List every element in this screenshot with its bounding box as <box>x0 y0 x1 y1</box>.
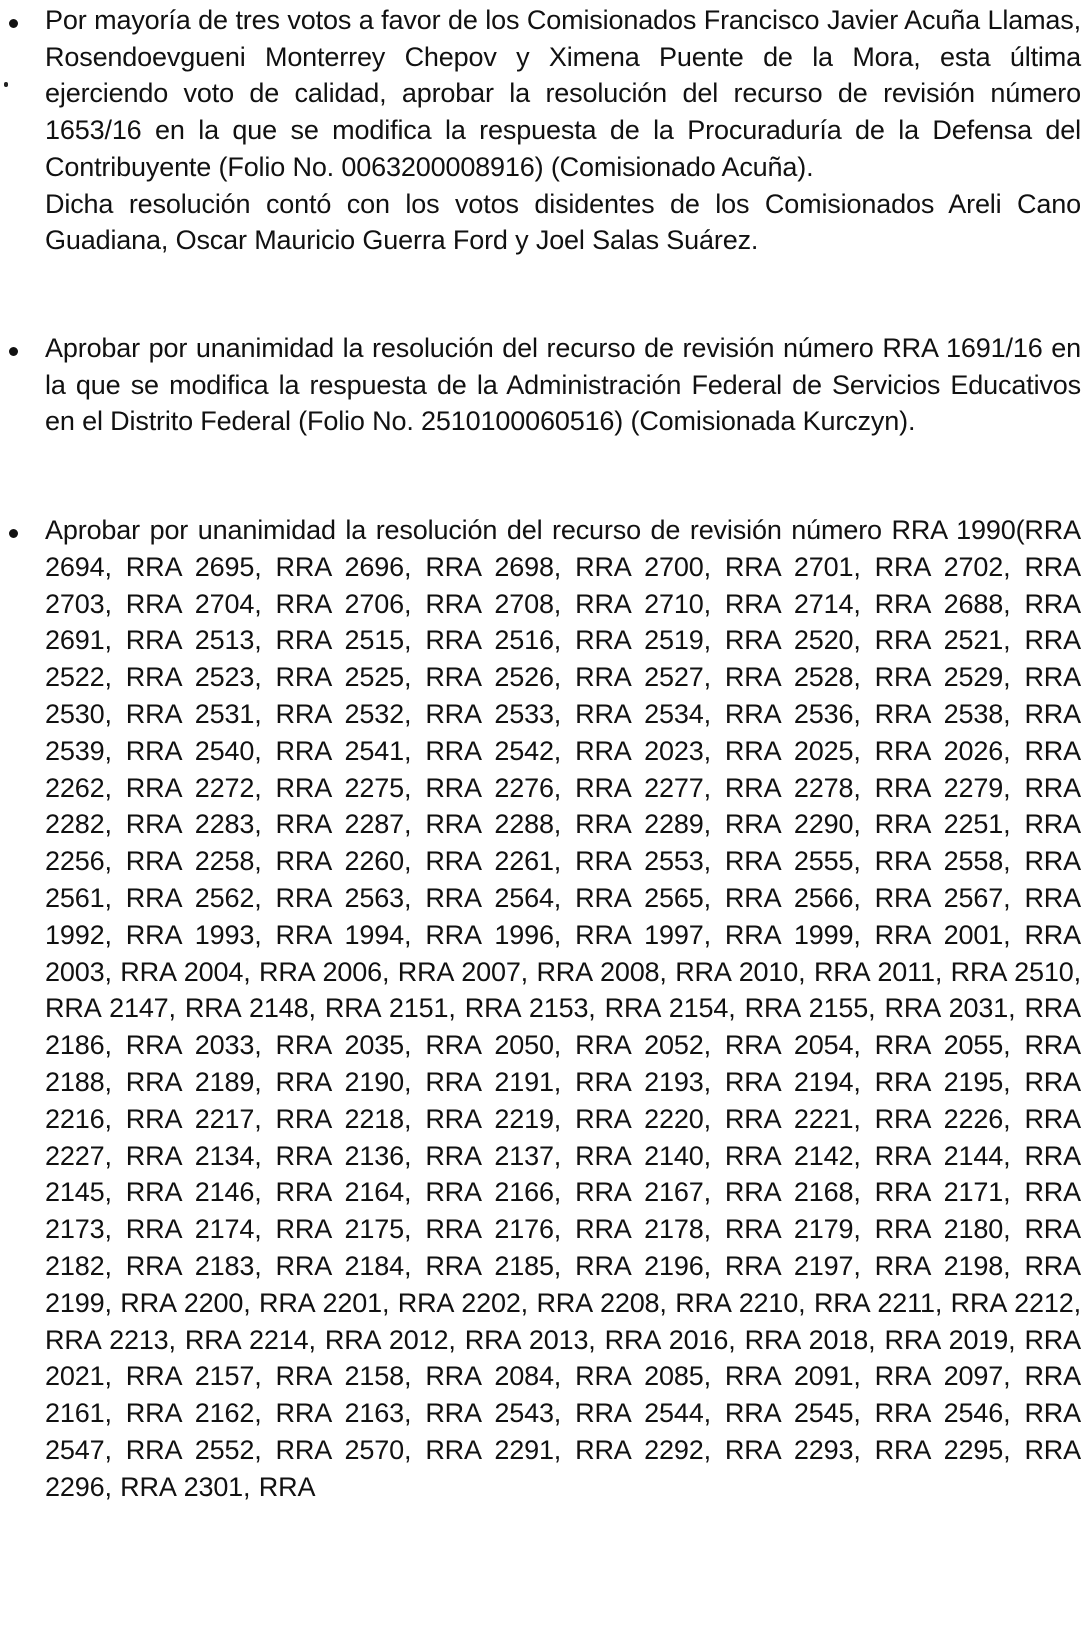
bullet-icon <box>9 19 18 28</box>
scan-mark <box>4 82 8 87</box>
paragraph: Aprobar por unanimidad la resolución del recurso de revisión número RRA 1691/16 en la que se modifica la respuesta de la Administración Federal de Servicios Educativos en el Distrito Federal (Folio No. 2510100060516) (Comisionada Kurczyn). <box>45 333 1081 437</box>
list-item <box>45 512 1081 1506</box>
bullet-icon <box>9 529 18 538</box>
paragraph: Dicha resolución contó con los votos disidentes de los Comisionados Areli Cano Guadiana, Oscar Mauricio Guerra Ford y Joel Salas Suárez. <box>45 188 1081 256</box>
list-item <box>45 330 1081 440</box>
paragraph: Aprobar por unanimidad la resolución del recurso de revisión número RRA 1990(RRA 2694, RRA 2695, RRA 2696, RRA 2698, RRA 2700, RRA 2701, RRA 2702, RRA 2703, RRA 2704, RRA 2706, RRA 2708, RRA 2710, RRA 2714, RRA 2688, RRA 2691, RRA 2513, RRA 2515, RRA 2516, RRA 2519, RRA 2520, RRA 2521, RRA 2522, RRA 2523, RRA 2525, RRA 2526, RRA 2527, RRA 2528, RRA 2529, RRA 2530, RRA 2531, RRA 2532, RRA 2533, RRA 2534, RRA 2536, RRA 2538, RRA 2539, RRA 2540, RRA 2541, RRA 2542, RRA 2023, RRA 2025, RRA 2026, RRA 2262, RRA 2272, RRA 2275, RRA 2276, RRA 2277, RRA 2278, RRA 2279, RRA 2282, RRA 2283, RRA 2287, RRA 2288, RRA 2289, RRA 2290, RRA 2251, RRA 2256, RRA 2258, RRA 2260, RRA 2261, RRA 2553, RRA 2555, RRA 2558, RRA 2561, RRA 2562, RRA 2563, RRA 2564, RRA 2565, RRA 2566, RRA 2567, RRA 1992, RRA 1993, RRA 1994, RRA 1996, RRA 1997, RRA 1999, RRA 2001, RRA 2003, RRA 2004, RRA 2006, RRA 2007, RRA 2008, RRA 2010, RRA 2011, RRA 2510, RRA 2147, RRA 2148, RRA 2151, RRA 2153, RRA 2154, RRA 2155, RRA 2031, RRA 2186, RRA 2033, RRA 2035, RRA 2050, RRA 2052, RRA 2054, RRA 2055, RRA 2188, RRA 2189, RRA 2190, RRA 2191, RRA 2193, RRA 2194, RRA 2195, RRA 2216, RRA 2217, RRA 2218, RRA 2219, RRA 2220, RRA 2221, RRA 2226, RRA 2227, RRA 2134, RRA 2136, RRA 2137, RRA 2140, RRA 2142, RRA 2144, RRA 2145, RRA 2146, RRA 2164, RRA 2166, RRA 2167, RRA 2168, RRA 2171, RRA 2173, RRA 2174, RRA 2175, RRA 2176, RRA 2178, RRA 2179, RRA 2180, RRA 2182, RRA 2183, RRA 2184, RRA 2185, RRA 2196, RRA 2197, RRA 2198, RRA 2199, RRA 2200, RRA 2201, RRA 2202, RRA 2208, RRA 2210, RRA 2211, RRA 2212, RRA 2213, RRA 2214, RRA 2012, RRA 2013, RRA 2016, RRA 2018, RRA 2019, RRA 2021, RRA 2157, RRA 2158, RRA 2084, RRA 2085, RRA 2091, RRA 2097, RRA 2161, RRA 2162, RRA 2163, RRA 2543, RRA 2544, RRA 2545, RRA 2546, RRA 2547, RRA 2552, RRA 2570, RRA 2291, RRA 2292, RRA 2293, RRA 2295, RRA 2296, RRA 2301, RRA <box>45 515 1081 1502</box>
list-item <box>45 2 1081 259</box>
paragraph: Por mayoría de tres votos a favor de los Comisionados Francisco Javier Acuña Llamas, Rosendoevgueni Monterrey Chepov y Ximena Puente de la Mora, esta última ejerciendo voto de calidad, aprobar la resolución del recurso de revisión número 1653/16 en la que se modifica la respuesta de la Procuraduría de la Defensa del Contribuyente (Folio No. 0063200008916) (Comisionado Acuña). <box>45 5 1081 182</box>
bullet-icon <box>9 347 18 356</box>
